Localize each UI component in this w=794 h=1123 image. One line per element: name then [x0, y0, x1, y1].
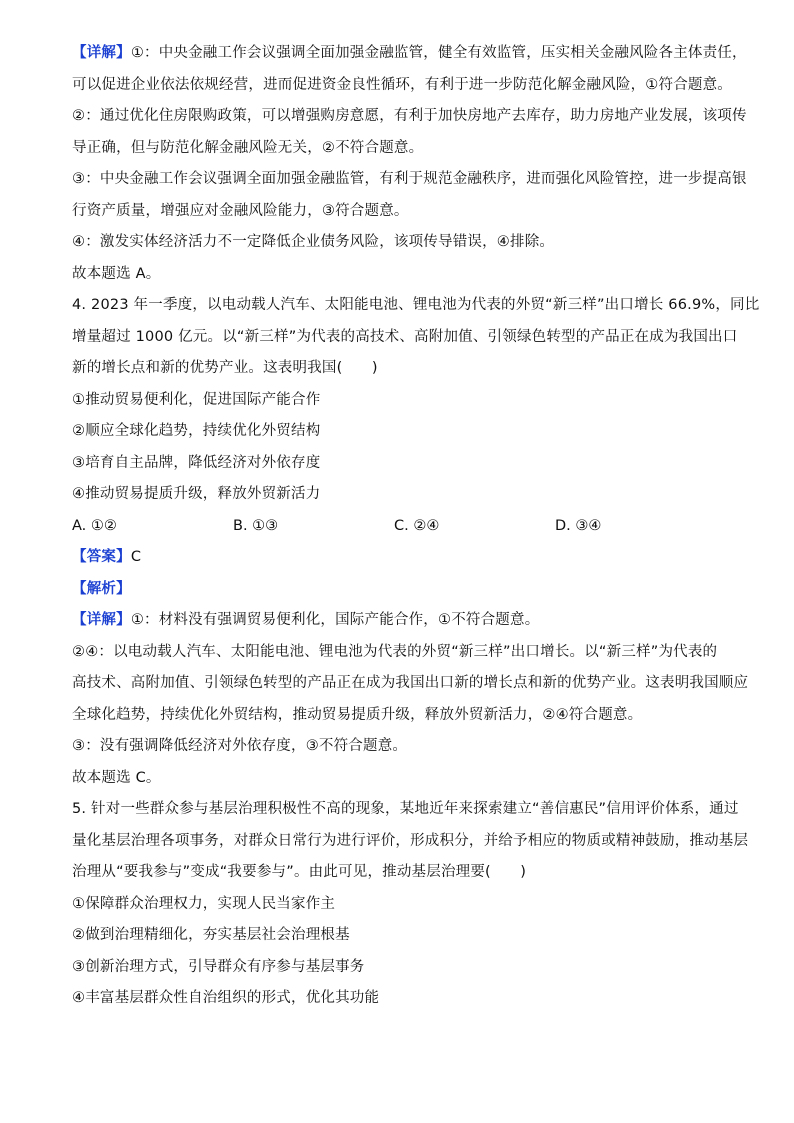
- q4-option-b: B. ①③: [233, 517, 279, 534]
- q5-stem-line-2: 量化基层治理各项事务，对群众日常行为进行评价，形成积分，并给予相应的物质或精神鼓励，推动基层: [72, 832, 749, 849]
- q5-stem-line-1: 5. 针对一些群众参与基层治理积极性不高的现象，某地近年来探索建立“善信惠民”信用评价体系，通过: [72, 801, 739, 817]
- q3-explanation-line-5: ③：中央金融工作会议强调全面加强金融监管，有利于规范金融秩序，进而强化风险管控，进一步提高银: [72, 171, 747, 187]
- q4-answer: 【答案】C: [72, 549, 142, 565]
- q4-option-d: D. ③④: [555, 517, 602, 534]
- q4-detail-line-2: ②④：以电动载人汽车、太阳能电池、锂电池为代表的外贸“新三样”出口增长。以“新三样”为代表的: [72, 643, 718, 660]
- q3-explanation-line-6: 行资产质量，增强应对金融风险能力，③符合题意。: [72, 202, 409, 219]
- q4-detail-line-4: 全球化趋势，持续优化外贸结构，推动贸易提质升级，释放外贸新活力，②④符合题意。: [72, 706, 643, 723]
- q4-conclusion: 故本题选 C。: [72, 769, 161, 786]
- q5-item-3: ③创新治理方式，引导群众有序参与基层事务: [72, 958, 365, 975]
- q4-item-3: ③培育自主品牌，降低经济对外依存度: [72, 454, 321, 471]
- q3-explanation-line-3: ②：通过优化住房限购政策，可以增强购房意愿，有利于加快房地产去库存，助力房地产业发展，该项传: [72, 108, 747, 124]
- q4-item-1: ①推动贸易便利化，促进国际产能合作: [72, 391, 321, 408]
- q3-conclusion: 故本题选 A。: [72, 265, 161, 282]
- q4-options: [72, 511, 722, 543]
- q4-detail-line-3: 高技术、高附加值、引领绿色转型的产品正在成为我国出口新的增长点和新的优势产业。这表明我国顺应: [72, 675, 749, 691]
- q4-detail-line-5: ③：没有强调降低经济对外依存度，③不符合题意。: [72, 738, 408, 754]
- q4-item-2: ②顺应全球化趋势，持续优化外贸结构: [72, 423, 321, 439]
- q4-detail-line-1: 【详解】①：材料没有强调贸易便利化，国际产能合作，①不符合题意。: [72, 612, 540, 628]
- q4-item-4: ④推动贸易提质升级，释放外贸新活力: [72, 486, 321, 502]
- q5-item-4: ④丰富基层群众性自治组织的形式，优化其功能: [72, 990, 380, 1006]
- q3-explanation-line-4: 导正确，但与防范化解金融风险无关，②不符合题意。: [72, 139, 424, 156]
- answer-tag: 【答案】: [72, 549, 131, 565]
- q4-stem-line-3: 新的增长点和新的优势产业。这表明我国( ): [72, 360, 378, 376]
- q4-stem-line-2: 增量超过 1000 亿元。以“新三样”为代表的高技术、高附加值、引领绿色转型的产品正在成为我国出口: [72, 328, 738, 345]
- q3-explanation-line-7: ④：激发实体经济活力不一定降低企业债务风险，该项传导错误，④排除。: [72, 234, 555, 250]
- q5-stem-line-3: 治理从“要我参与”变成“我要参与”。由此可见，推动基层治理要( ): [72, 864, 527, 880]
- q4-option-c: C. ②④: [394, 517, 440, 534]
- analysis-tag: 【解析】: [72, 580, 131, 597]
- q4-stem-line-1: 4. 2023 年一季度，以电动载人汽车、太阳能电池、锂电池为代表的外贸“新三样”出口增长 66.9%，同比: [72, 297, 760, 313]
- q4-option-a: A. ①②: [72, 517, 117, 534]
- detail-tag: 【详解】: [72, 612, 131, 628]
- detail-tag: 【详解】: [72, 45, 131, 61]
- q3-explanation-line-2: 可以促进企业依法依规经营，进而促进资金良性循环，有利于进一步防范化解金融风险，①符合题意。: [72, 76, 732, 93]
- q5-item-2: ②做到治理精细化，夯实基层社会治理根基: [72, 927, 350, 943]
- q3-explanation-line-1: 【详解】①：中央金融工作会议强调全面加强金融监管，健全有效监管，压实相关金融风险各主体责任，: [72, 45, 747, 61]
- document-page: [72, 38, 760, 1015]
- q4-analysis: [72, 574, 722, 606]
- q5-item-1: ①保障群众治理权力，实现人民当家作主: [72, 895, 336, 912]
